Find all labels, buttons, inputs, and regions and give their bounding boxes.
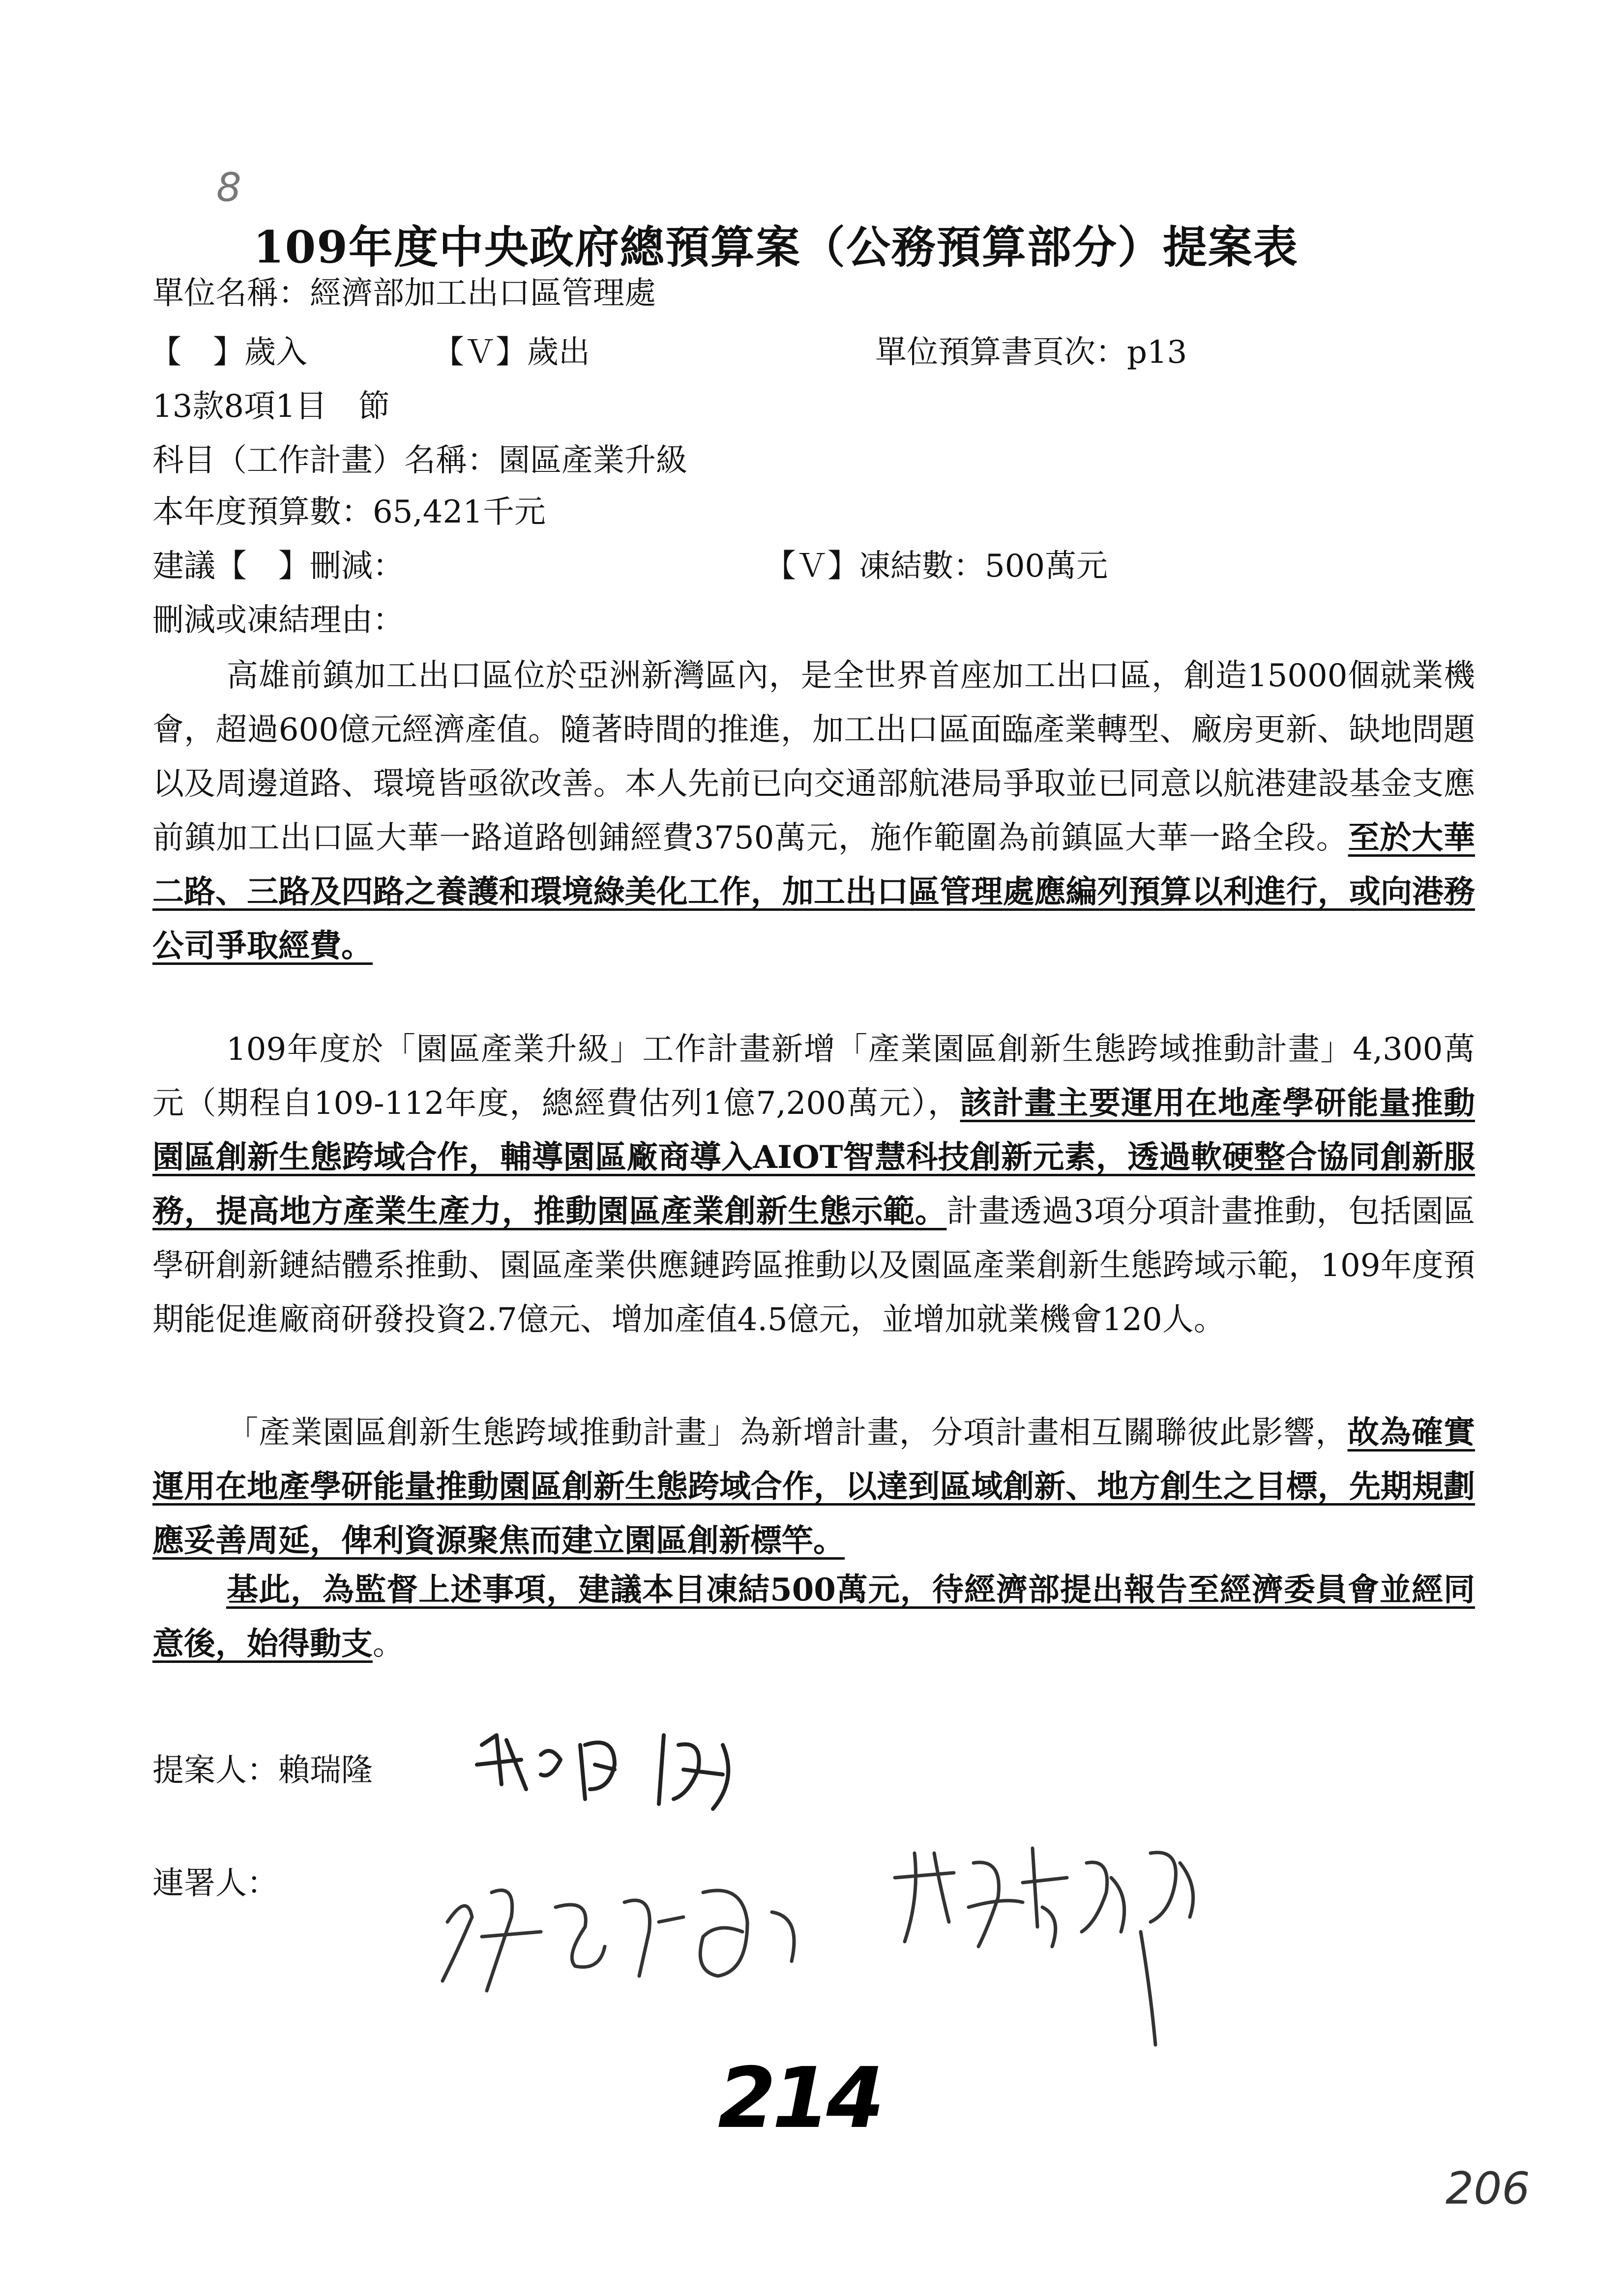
- paragraph-3: [152, 1406, 1475, 1568]
- unit-name: 單位名稱：經濟部加工出口區管理處: [152, 275, 656, 312]
- expenditure-checkbox: 【Ｖ】歲出: [433, 334, 590, 371]
- budget-amount: 本年度預算數：65,421千元: [152, 494, 546, 530]
- page-reference: 單位預算書頁次：p13: [875, 334, 1187, 371]
- page-number: 214: [718, 2050, 881, 2147]
- paragraph-1: [152, 649, 1475, 973]
- corner-number: 206: [1446, 2163, 1530, 2214]
- paragraph-2-emphasis: 該計畫主要運用在地產學研能量推動園區創新生態跨域合作，輔導園區廠商導入AIOT智慧科技創新元素，透過軟硬整合協同創新服務，提高地方產業生產力，推動園區產業創新生態示範。: [152, 1085, 1476, 1230]
- handwritten-mark: 8: [216, 165, 241, 210]
- revenue-checkbox: 【 】歲入: [150, 334, 307, 371]
- paragraph-1-text: 高雄前鎮加工出口區位於亞洲新灣區內，是全世界首座加工出口區，創造15000個就業機會，超過600億元經濟產值。隨著時間的推進，加工出口區面臨產業轉型、廠房更新、缺地問題以及周邊道路、環境皆亟欲改善。本人先前已向交通部航港局爭取並已同意以航港建設基金支應前鎮加工出口區大華一路道路刨鋪經費3750萬元，施作範圍為前鎮區大華一路全段。: [152, 658, 1475, 856]
- proposer-signature: [467, 1715, 772, 1824]
- page-title: 109年度中央政府總預算案（公務預算部分）提案表: [253, 221, 1299, 273]
- cosigner-signature-2: [875, 1833, 1219, 2060]
- item-code: 13款8項1目 節: [152, 388, 390, 425]
- paragraph-4: [152, 1563, 1475, 1671]
- freeze-amount: 【Ｖ】凍結數：500萬元: [765, 548, 1108, 584]
- paragraph-3-text: 「產業園區創新生態跨域推動計畫」為新增計畫，分項計畫相互關聯彼此影響，: [226, 1415, 1348, 1451]
- paragraph-2: [152, 1022, 1475, 1347]
- subject-name: 科目（工作計畫）名稱：園區產業升級: [152, 442, 687, 479]
- reason-label: 刪減或凍結理由：: [152, 602, 404, 639]
- paragraph-3-emphasis: 故為確實運用在地產學研能量推動園區創新生態跨域合作，以達到區域創新、地方創生之目標，先期規劃應妥善周延，俾利資源聚焦而建立園區創新標竿。: [152, 1414, 1476, 1559]
- paragraph-2-text: 109年度於「園區產業升級」工作計畫新增「產業園區創新生態跨域推動計畫」4,300萬元（期程自109-112年度，總經費估列1億7,200萬元），: [152, 1031, 1475, 1122]
- paragraph-1-emphasis: 至於大華二路、三路及四路之養護和環境綠美化工作，加工出口區管理處應編列預算以利進行，或向港務公司爭取經費。: [152, 819, 1476, 964]
- cosigner-signature-1: [428, 1863, 831, 2020]
- paragraph-2-tail: 計畫透過3項分項計畫推動，包括園區學研創新鏈結體系推動、園區產業供應鏈跨區推動以及園區產業創新生態跨域示範，109年度預期能促進廠商研發投資2.7億元、增加產值4.5億元，並增加就業機會120人。: [152, 1193, 1476, 1338]
- paragraph-4-emphasis: 基此，為監督上述事項，建議本目凍結500萬元，待經濟部提出報告至經濟委員會並經同意後，始得動支: [152, 1571, 1475, 1662]
- cosigner-label: 連署人：: [152, 1865, 278, 1902]
- cut-suggestion: 建議【 】刪減：: [152, 548, 404, 584]
- proposer-label: 提案人：賴瑞隆: [152, 1752, 373, 1789]
- paragraph-4-tail: 。: [373, 1626, 404, 1662]
